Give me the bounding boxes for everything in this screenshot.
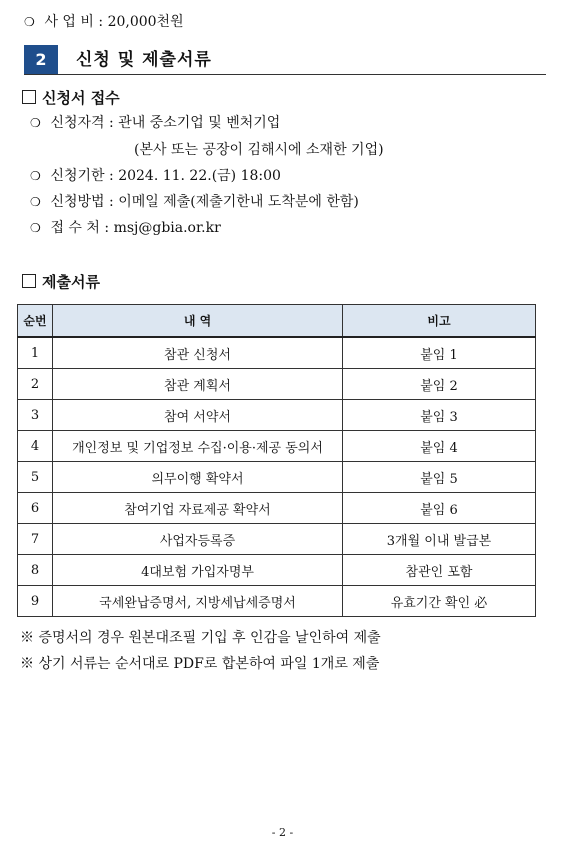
- checkbox-square-icon: [22, 90, 36, 104]
- circle-bullet-icon: ❍: [30, 169, 41, 183]
- budget-value: 20,000천원: [107, 14, 184, 30]
- row-item: 의무이행 확약서: [53, 462, 343, 493]
- item-label: 접 수 처: [50, 220, 100, 236]
- section-number: 2: [24, 45, 58, 75]
- table-row: [18, 337, 536, 369]
- row-note: 붙임 6: [343, 493, 536, 524]
- row-note: 붙임 5: [343, 462, 536, 493]
- row-number: 2: [18, 369, 53, 400]
- row-number: 5: [18, 462, 53, 493]
- table-row: [18, 431, 536, 462]
- item-label: 신청기한: [50, 168, 105, 184]
- row-item: 개인정보 및 기업정보 수집·이용·제공 동의서: [53, 431, 343, 462]
- table-header-row: [18, 305, 536, 338]
- row-note: 붙임 4: [343, 431, 536, 462]
- row-number: 9: [18, 586, 53, 617]
- table-row: [18, 369, 536, 400]
- row-number: 7: [18, 524, 53, 555]
- row-item: 사업자등록증: [53, 524, 343, 555]
- item-value: 이메일 제출(제출기한내 도착분에 한함): [118, 194, 359, 210]
- section-divider: [24, 74, 546, 75]
- circle-bullet-icon: ❍: [24, 15, 35, 29]
- row-item: 참여기업 자료제공 확약서: [53, 493, 343, 524]
- table-row: [18, 462, 536, 493]
- table-row: [18, 555, 536, 586]
- list-item: ❍ 접 수 처 : msj@gbia.or.kr: [30, 220, 221, 236]
- item-label: 신청자격: [50, 115, 105, 131]
- list-item: ❍ 신청방법 : 이메일 제출(제출기한내 도착분에 한함): [30, 194, 359, 210]
- checkbox-square-icon: [22, 274, 36, 288]
- item-value: (본사 또는 공장이 김해시에 소재한 기업): [134, 142, 384, 158]
- section-title: 신청 및 제출서류: [76, 50, 212, 70]
- row-number: 1: [18, 337, 53, 369]
- item-label: 신청방법: [50, 194, 105, 210]
- circle-bullet-icon: ❍: [30, 221, 41, 235]
- row-item: 참여 서약서: [53, 400, 343, 431]
- item-value: 관내 중소기업 및 벤처기업: [118, 115, 281, 131]
- list-item: ❍ 신청자격 : 관내 중소기업 및 벤처기업: [30, 115, 281, 131]
- circle-bullet-icon: ❍: [30, 195, 41, 209]
- budget-line: [24, 12, 184, 32]
- application-heading: 신청서 접수: [22, 88, 120, 108]
- column-header-note: 비고: [343, 305, 536, 338]
- row-number: 4: [18, 431, 53, 462]
- email-address: msj@gbia.or.kr: [113, 220, 221, 236]
- row-note: 붙임 2: [343, 369, 536, 400]
- table-row: [18, 400, 536, 431]
- row-number: 6: [18, 493, 53, 524]
- budget-label: 사 업 비: [44, 14, 94, 30]
- row-note: 유효기간 확인 必: [343, 586, 536, 617]
- table-row: [18, 524, 536, 555]
- row-note: 3개월 이내 발급본: [343, 524, 536, 555]
- row-item: 참관 계획서: [53, 369, 343, 400]
- row-note: 붙임 3: [343, 400, 536, 431]
- item-value: 2024. 11. 22.(금) 18:00: [118, 168, 281, 184]
- note-certificate: ※ 증명서의 경우 원본대조필 기입 후 인감을 날인하여 제출: [20, 630, 381, 646]
- row-item: 참관 신청서: [53, 337, 343, 369]
- column-header-no: 순번: [18, 305, 53, 338]
- documents-heading: 제출서류: [22, 272, 100, 292]
- page-number: - 2 -: [271, 826, 294, 839]
- column-header-item: 내 역: [53, 305, 343, 338]
- note-pdf-merge: ※ 상기 서류는 순서대로 PDF로 합본하여 파일 1개로 제출: [20, 656, 380, 672]
- row-number: 3: [18, 400, 53, 431]
- table-row: [18, 586, 536, 617]
- row-item: 4대보험 가입자명부: [53, 555, 343, 586]
- budget-sep: :: [98, 14, 104, 30]
- table-row: [18, 493, 536, 524]
- circle-bullet-icon: ❍: [30, 116, 41, 130]
- list-item-continuation: [134, 140, 384, 160]
- row-note: 참관인 포함: [343, 555, 536, 586]
- row-note: 붙임 1: [343, 337, 536, 369]
- row-item: 국세완납증명서, 지방세납세증명서: [53, 586, 343, 617]
- row-number: 8: [18, 555, 53, 586]
- list-item: ❍ 신청기한 : 2024. 11. 22.(금) 18:00: [30, 168, 281, 184]
- documents-table: [17, 304, 536, 617]
